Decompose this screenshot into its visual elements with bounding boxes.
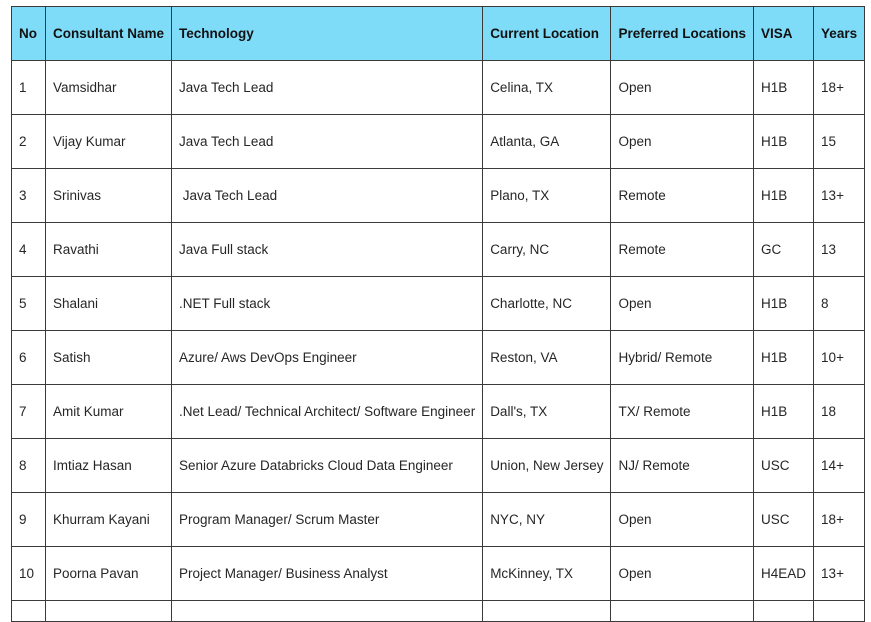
cell-technology: .Net Lead/ Technical Architect/ Software Engineer xyxy=(172,385,483,439)
cell-technology: Project Manager/ Business Analyst xyxy=(172,547,483,601)
cell-no: 10 xyxy=(12,547,46,601)
cell-no: 3 xyxy=(12,169,46,223)
cell-preferred-locations: Hybrid/ Remote xyxy=(611,331,754,385)
table-row xyxy=(12,223,865,277)
cell-no: 2 xyxy=(12,115,46,169)
table-row xyxy=(12,493,865,547)
table-row xyxy=(12,61,865,115)
cell-visa: H1B xyxy=(754,277,814,331)
cell-no: 5 xyxy=(12,277,46,331)
cell-visa: H1B xyxy=(754,115,814,169)
cell-years: 13+ xyxy=(814,169,865,223)
cell-visa: H1B xyxy=(754,169,814,223)
cell-consultant-name: Amit Kumar xyxy=(46,385,172,439)
cell-preferred-locations: Open xyxy=(611,115,754,169)
cell-current-location: Dall's, TX xyxy=(483,385,611,439)
cell-preferred-locations: NJ/ Remote xyxy=(611,439,754,493)
cell-years: 18+ xyxy=(814,61,865,115)
cell-consultant-name: Srinivas xyxy=(46,169,172,223)
cell-years: 18 xyxy=(814,385,865,439)
cell-technology: Java Tech Lead xyxy=(172,61,483,115)
cell-consultant-name: Poorna Pavan xyxy=(46,547,172,601)
table-row-partial xyxy=(12,601,865,622)
table-body xyxy=(12,61,865,622)
cell-preferred-locations: TX/ Remote xyxy=(611,385,754,439)
table-row xyxy=(12,547,865,601)
cell-current-location: Celina, TX xyxy=(483,61,611,115)
table-row xyxy=(12,115,865,169)
cell-years: 18+ xyxy=(814,493,865,547)
cell-visa: H1B xyxy=(754,331,814,385)
cell-years: 8 xyxy=(814,277,865,331)
cell-consultant-name: Vamsidhar xyxy=(46,61,172,115)
cell-visa: H1B xyxy=(754,385,814,439)
cell-visa: H1B xyxy=(754,61,814,115)
cell-preferred-locations: Remote xyxy=(611,223,754,277)
empty-cell xyxy=(46,601,172,622)
cell-preferred-locations: Open xyxy=(611,493,754,547)
cell-current-location: Plano, TX xyxy=(483,169,611,223)
cell-preferred-locations: Remote xyxy=(611,169,754,223)
cell-current-location: Reston, VA xyxy=(483,331,611,385)
cell-consultant-name: Imtiaz Hasan xyxy=(46,439,172,493)
cell-current-location: Union, New Jersey xyxy=(483,439,611,493)
empty-cell xyxy=(12,601,46,622)
header-row xyxy=(12,7,865,61)
cell-current-location: Carry, NC xyxy=(483,223,611,277)
cell-technology: Java Full stack xyxy=(172,223,483,277)
header-years: Years xyxy=(814,7,865,61)
header-no: No xyxy=(12,7,46,61)
cell-visa: GC xyxy=(754,223,814,277)
table-row xyxy=(12,169,865,223)
empty-cell xyxy=(172,601,483,622)
cell-consultant-name: Vijay Kumar xyxy=(46,115,172,169)
cell-no: 7 xyxy=(12,385,46,439)
header-technology: Technology xyxy=(172,7,483,61)
table-header xyxy=(12,7,865,61)
consultant-table xyxy=(11,6,865,622)
cell-consultant-name: Shalani xyxy=(46,277,172,331)
cell-current-location: Atlanta, GA xyxy=(483,115,611,169)
header-visa: VISA xyxy=(754,7,814,61)
cell-years: 10+ xyxy=(814,331,865,385)
cell-consultant-name: Khurram Kayani xyxy=(46,493,172,547)
empty-cell xyxy=(611,601,754,622)
empty-cell xyxy=(814,601,865,622)
cell-consultant-name: Satish xyxy=(46,331,172,385)
cell-technology: Azure/ Aws DevOps Engineer xyxy=(172,331,483,385)
cell-consultant-name: Ravathi xyxy=(46,223,172,277)
table-row xyxy=(12,331,865,385)
table-row xyxy=(12,439,865,493)
cell-no: 1 xyxy=(12,61,46,115)
cell-years: 13+ xyxy=(814,547,865,601)
cell-no: 6 xyxy=(12,331,46,385)
cell-years: 13 xyxy=(814,223,865,277)
cell-technology: Java Tech Lead xyxy=(172,169,483,223)
cell-current-location: McKinney, TX xyxy=(483,547,611,601)
cell-visa: USC xyxy=(754,439,814,493)
cell-visa: H4EAD xyxy=(754,547,814,601)
cell-technology: Java Tech Lead xyxy=(172,115,483,169)
header-current-location: Current Location xyxy=(483,7,611,61)
consultant-table-container xyxy=(11,6,865,622)
cell-preferred-locations: Open xyxy=(611,547,754,601)
empty-cell xyxy=(754,601,814,622)
cell-current-location: NYC, NY xyxy=(483,493,611,547)
cell-no: 9 xyxy=(12,493,46,547)
cell-preferred-locations: Open xyxy=(611,61,754,115)
header-consultant-name: Consultant Name xyxy=(46,7,172,61)
table-row xyxy=(12,277,865,331)
cell-no: 4 xyxy=(12,223,46,277)
cell-years: 14+ xyxy=(814,439,865,493)
cell-current-location: Charlotte, NC xyxy=(483,277,611,331)
header-preferred-locations: Preferred Locations xyxy=(611,7,754,61)
table-row xyxy=(12,385,865,439)
empty-cell xyxy=(483,601,611,622)
cell-visa: USC xyxy=(754,493,814,547)
cell-technology: .NET Full stack xyxy=(172,277,483,331)
cell-technology: Program Manager/ Scrum Master xyxy=(172,493,483,547)
cell-years: 15 xyxy=(814,115,865,169)
cell-no: 8 xyxy=(12,439,46,493)
cell-preferred-locations: Open xyxy=(611,277,754,331)
cell-technology: Senior Azure Databricks Cloud Data Engineer xyxy=(172,439,483,493)
